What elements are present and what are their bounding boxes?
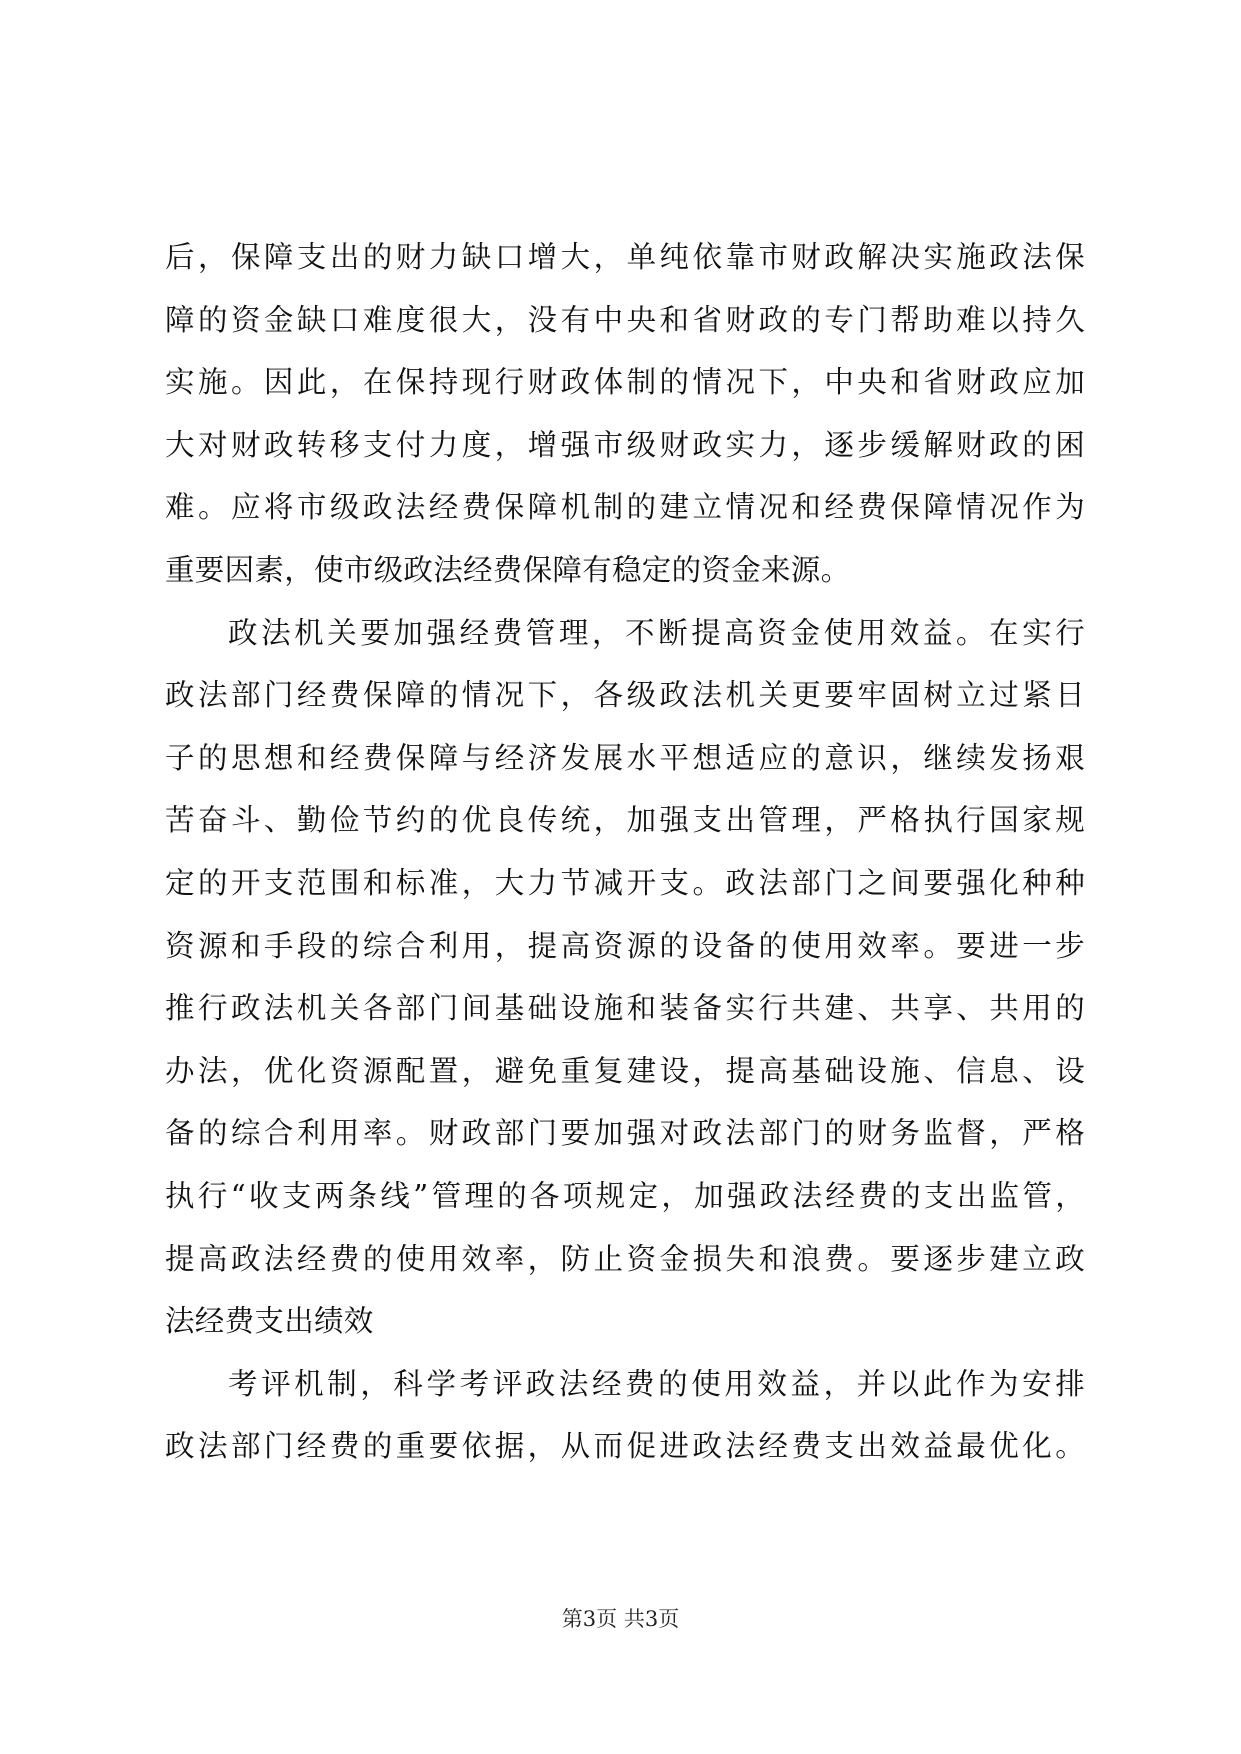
text-line: 备的综合利用率。财政部门要加强对政法部门的财务监督，严格: [165, 1116, 1085, 1151]
text-line: 政法部门经费保障的情况下，各级政法机关更要牢固树立过紧日: [165, 678, 1085, 713]
page-number-footer: 第3页 共3页: [561, 1607, 680, 1631]
text-line: 大对财政转移支付力度，增强市级财政实力，逐步缓解财政的困: [165, 427, 1085, 462]
text-line: 政法部门经费的重要依据，从而促进政法经费支出效益最优化。: [165, 1429, 1085, 1464]
text-line: 执行“收支两条线”管理的各项规定，加强政法经费的支出监管，: [165, 1178, 1085, 1213]
text-line: 考评机制，科学考评政法经费的使用效益，并以此作为安排: [228, 1366, 1085, 1401]
text-line: 提高政法经费的使用效率，防止资金损失和浪费。要逐步建立政: [165, 1241, 1085, 1276]
text-line: 苦奋斗、勤俭节约的优良传统，加强支出管理，严格执行国家规: [165, 803, 1085, 838]
text-line: 重要因素，使市级政法经费保障有稳定的资金来源。: [165, 552, 851, 587]
text-line: 难。应将市级政法经费保障机制的建立情况和经费保障情况作为: [165, 490, 1085, 525]
text-line: 定的开支范围和标准，大力节减开支。政法部门之间要强化种种: [165, 865, 1085, 900]
text-line: 推行政法机关各部门间基础设施和装备实行共建、共享、共用的: [165, 991, 1085, 1026]
text-line: 办法，优化资源配置，避免重复建设，提高基础设施、信息、设: [165, 1053, 1085, 1088]
text-line: 资源和手段的综合利用，提高资源的设备的使用效率。要进一步: [165, 928, 1085, 963]
text-line: 障的资金缺口难度很大，没有中央和省财政的专门帮助难以持久: [165, 302, 1085, 337]
text-line: 政法机关要加强经费管理，不断提高资金使用效益。在实行: [228, 615, 1085, 650]
text-line: 后，保障支出的财力缺口增大，单纯依靠市财政解决实施政法保: [165, 240, 1085, 274]
text-line: 法经费支出绩效: [165, 1304, 374, 1339]
text-line: 子的思想和经费保障与经济发展水平想适应的意识，继续发扬艰: [165, 740, 1085, 775]
body-text: [165, 226, 1085, 1478]
text-line: 实施。因此，在保持现行财政体制的情况下，中央和省财政应加: [165, 365, 1085, 400]
